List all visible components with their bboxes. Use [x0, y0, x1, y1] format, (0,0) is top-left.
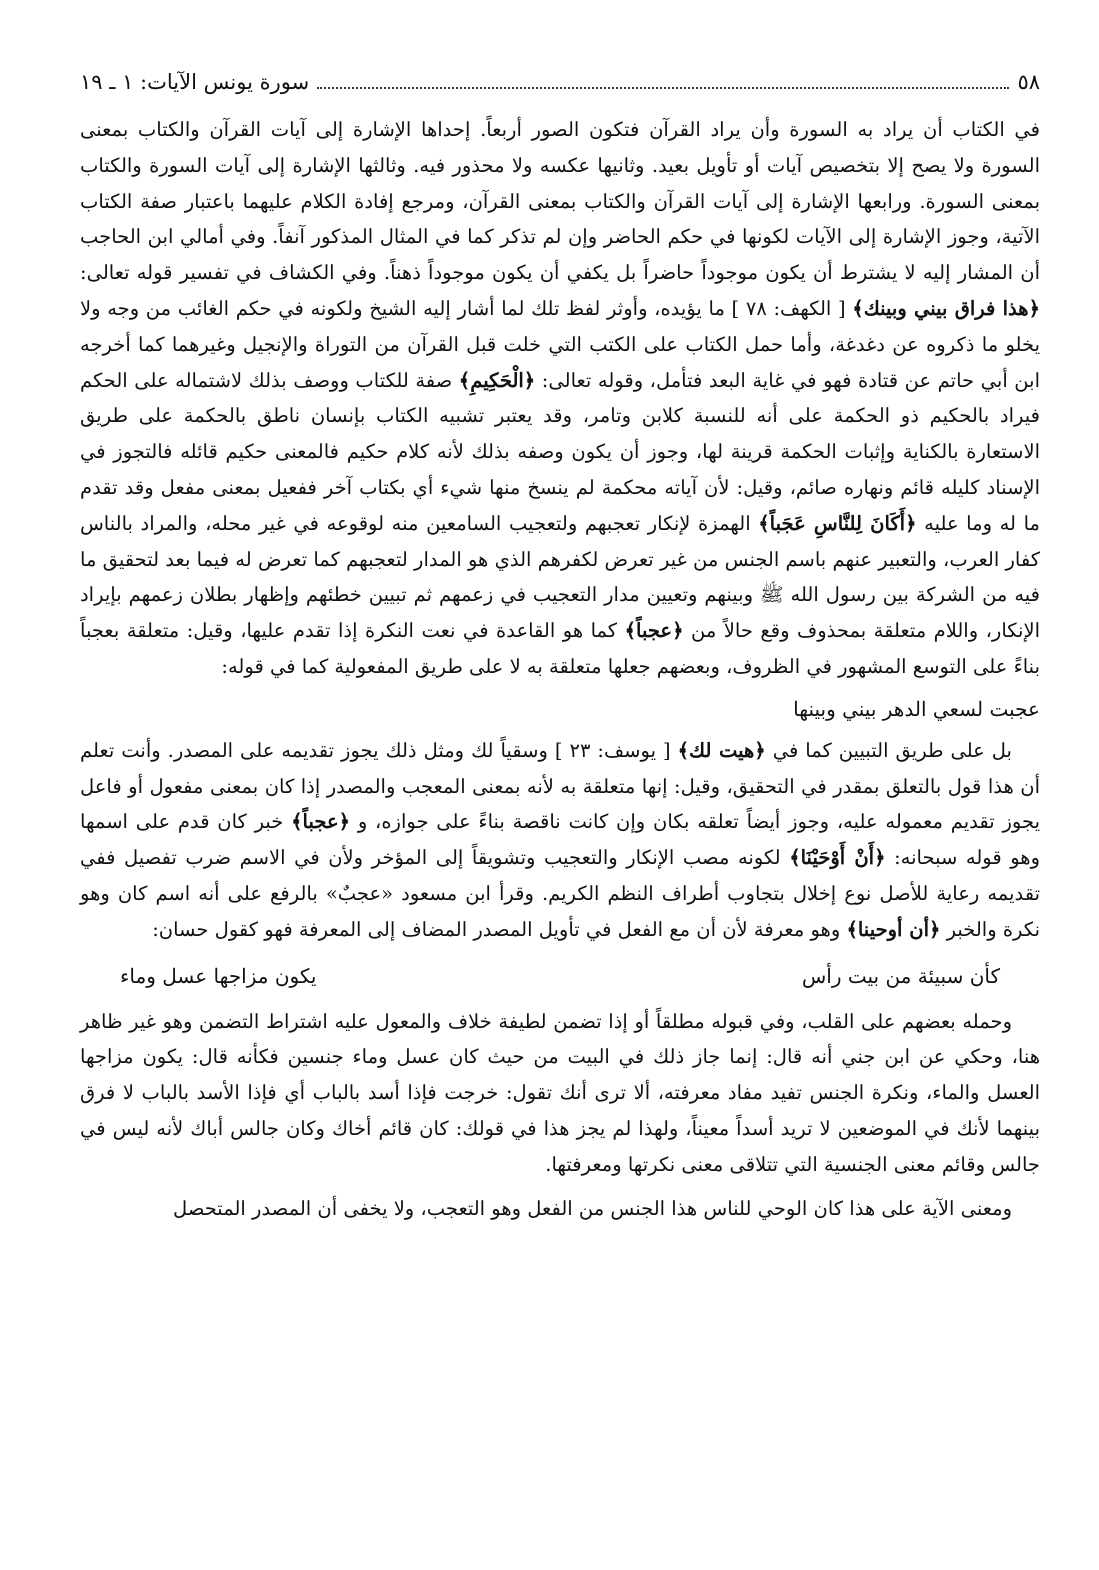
couplet-second-hemistich: يكون مزاجها عسل وماء — [120, 963, 317, 988]
paragraph-gap — [80, 1183, 1040, 1191]
text-run: [ الكهف: ٧٨ ] ما يؤيده، وأوثر لفظ تلك لما أشار إليه الشيخ ولكونه في حكم الغائب من وجه ولا يخلو ما ذكروه عن دغدغة، وأما حمل الكتاب على الكتب التي خلت قبل القرآن من التوراة والإنجيل وغيرهما كما أخرجه ابن أبي حاتم عن قتادة فهو في غاية البعد فتأمل، وقوله تعالى: — [80, 296, 1040, 392]
page-number: ٥٨ — [1017, 70, 1040, 94]
text-run: لكونه مصب الإنكار والتعجيب وتشويقاً إلى المؤخر ولأن في الاسم ضرب تفصيل ففي تقديمه رعاية للأصل نوع إخلال بتجاوب أطراف النظم الكريم. وقرأ ابن مسعود «عجبٌ» بالرفع على أنه اسم كان وهو نكرة والخبر — [80, 846, 1040, 941]
running-title: سورة يونس الآيات: ١ ـ ١٩ — [80, 70, 310, 94]
quran-quote: ﴿أَكَانَ لِلنَّاسِ عَجَباً﴾ — [758, 511, 917, 535]
header-dotted-leader — [317, 86, 1009, 89]
commentary-body — [80, 112, 1040, 1226]
text-run: خبر كان قدم على اسمها وهو قوله سبحانه: — [80, 810, 1040, 870]
quran-quote: ﴿عجباً﴾ — [624, 619, 684, 643]
couplet-first-hemistich: كأن سبيئة من بيت رأس — [801, 963, 1000, 988]
text-run: بل على طريق التبيين كما في — [765, 738, 1012, 762]
poetry-couplet — [80, 954, 1040, 998]
quran-quote: ﴿هذا فراق بيني وبينك﴾ — [852, 296, 1040, 320]
quran-quote: ﴿الْحَكِيمِ﴾ — [458, 368, 536, 392]
paragraph-3: وحمله بعضهم على القلب، وفي قبوله مطلقاً أو إذا تضمن لطيفة خلاف والمعول عليه اشتراط التضمن وهو غير ظاهر هنا، وحكي عن ابن جني أنه قال: إنما جاز ذلك في البيت من حيث كان عسل وماء جنسين فكأنه قال: يكون مزاجها العسل والماء، ونكرة الجنس تفيد مفاد معرفته، ألا ترى أنك تقول: خرجت فإذا أسد بالباب أي فإذا الأسد بالباب لا فرق بينهما لأنك في الموضعين لا تريد أسداً معيناً، ولهذا لم يجز هذا في قولك: كان قائم أخاك وكان جالس أباك لأنه ليس في جالس وقائم معنى الجنسية التي تتلاقى معنى نكرتها ومعرفتها. — [80, 1009, 1040, 1176]
text-run: صفة للكتاب ووصف بذلك لاشتماله على الحكم فيراد بالحكيم ذو الحكمة على أنه للنسبة كلابن وتامر، وقد يعتبر تشبيه الكتاب بإنسان ناطق بالحكمة على طريق الاستعارة بالكناية وإثبات الحكمة قرينة لها، وجوز أن يكون وصفه بذلك لأنه كلام حكيم فالمعنى حكيم قائله فالتجوز في الإسناد كليله قائم ونهاره صائم، وقيل: لأن آياته محكمة لم ينسخ منها شيء أي بكتاب آخر ففعيل بمعنى مفعل وقد تقدم ما له وما عليه — [80, 368, 1040, 535]
text-run: في الكتاب أن يراد به السورة وأن يراد القرآن فتكون الصور أربعاً. إحداها الإشارة إلى آيات القرآن والكتاب بمعنى السورة ولا يصح إلا بتخصيص آيات أو تأويل بعيد. وثانيها عكسه ولا محذور فيه. وثالثها الإشارة إلى آيات السورة والكتاب بمعنى السورة. ورابعها الإشارة إلى آيات القرآن والكتاب بمعنى القرآن، ومرجع إفادة الكلام عليهما باعتبار صفة الكتاب الآتية، وجوز الإشارة إلى الآيات لكونها في حكم الحاضر وإن لم تذكر كما في المثال المذكور آنفاً. وفي أمالي ابن الحاجب أن المشار إليه لا يشترط أن يكون موجوداً حاضراً بل يكفي أن يكون موجوداً ذهناً. وفي الكشاف في تفسير قوله تعالى: — [80, 118, 1040, 285]
text-run: الهمزة لإنكار تعجبهم ولتعجيب السامعين منه لوقوعه في غير محله، والمراد بالناس كفار العرب، والتعبير عنهم باسم الجنس من غير تعرض لكفرهم الذي هو المدار لتعجبهم كما تعرض له فيما بعد لتحقيق ما فيه من الشركة بين رسول الله ﷺ وبينهم وتعيين مدار التعجيب في زعمهم ثم تبيين خطئهم وإظهار بطلان زعمهم بإيراد الإنكار، واللام متعلقة بمحذوف وقع حالاً من — [80, 511, 1040, 643]
poetry-verse-1: عجبت لسعي الدهر بيني وبينها — [793, 696, 1040, 721]
running-header — [80, 70, 1040, 106]
paragraph-1 — [80, 112, 1040, 685]
quran-quote: ﴿أَنْ أَوْحَيْنَا﴾ — [789, 846, 886, 870]
paragraph-4: ومعنى الآية على هذا كان الوحي للناس هذا الجنس من الفعل وهو التعجب، ولا يخفى أن المصدر المتحصل — [173, 1196, 1012, 1220]
paragraph-2 — [80, 733, 1040, 948]
text-run: وهو معرفة لأن أن مع الفعل في تأويل المصدر المضاف إلى المعرفة فهو كقول حسان: — [152, 917, 847, 941]
text-run: كما هو القاعدة في نعت النكرة إذا تقدم عليها، وقيل: متعلقة بعجباً بناءً على التوسع المشهور في الظروف، وبعضهم جعلها متعلقة به لا على طريق المفعولية كما في قوله: — [80, 619, 1040, 678]
quran-quote: ﴿عجباً﴾ — [291, 810, 351, 834]
text-run: [ يوسف: ٢٣ ] وسقياً لك ومثل ذلك يجوز تقديمه على المصدر. وأنت تعلم أن هذا قول بالتعلق بمقدر في التحقيق، وقيل: إنها متعلقة به لأنه بمعنى المعجب والمصدر إذا كان بمعنى مفعول أو فاعل يجوز تقديم معموله عليه، وجوز أيضاً تعلقه بكان وإن كانت ناقصة بناءً على جوازه، و — [80, 738, 1041, 834]
quran-quote: ﴿هيت لك﴾ — [677, 738, 766, 762]
quran-quote: ﴿أن أوحينا﴾ — [846, 917, 941, 941]
book-page — [80, 70, 1040, 1226]
